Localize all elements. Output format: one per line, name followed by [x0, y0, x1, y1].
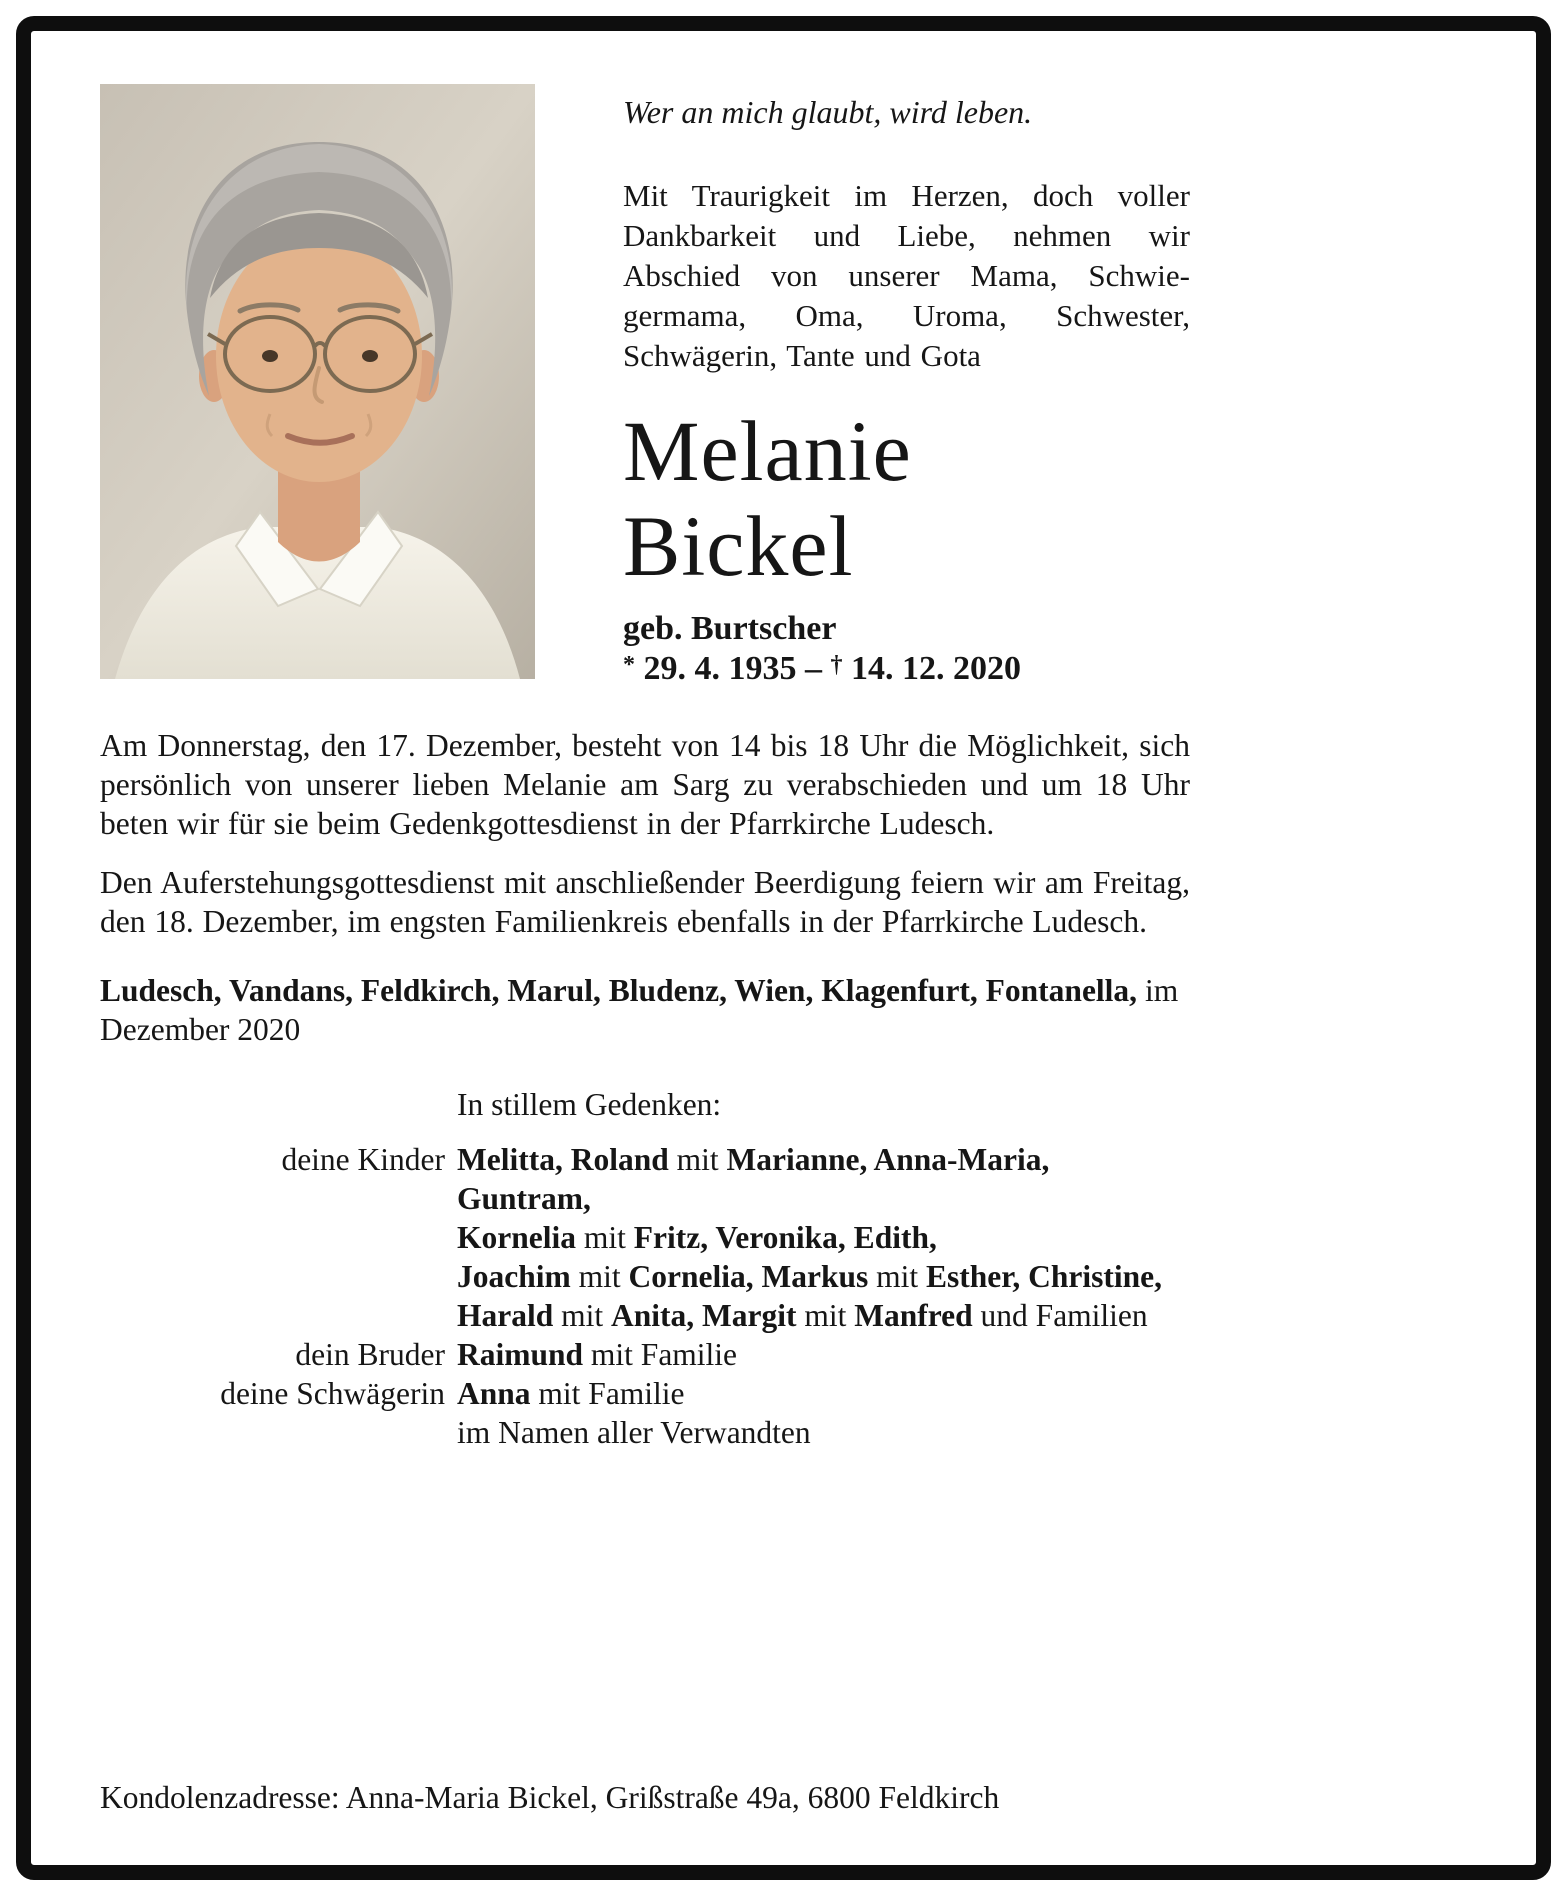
header-text-column — [623, 84, 1190, 688]
epigraph: Wer an mich glaubt, wird leben. — [623, 94, 1033, 130]
top-section — [100, 84, 1190, 688]
woman-portrait-illustration — [100, 84, 535, 679]
memoriam-label-brother: dein Bruder — [295, 1337, 445, 1372]
life-dates — [623, 650, 1190, 688]
memoriam-label-sister-in-law: deine Schwägerin — [220, 1376, 445, 1411]
dates-separator: – — [805, 650, 822, 687]
deceased-first-name: Melanie — [623, 403, 912, 499]
memoriam-label-children: deine Kinder — [281, 1142, 445, 1177]
funeral-paragraph: Den Auferstehungsgottesdienst mit anschließender Beerdigung feiern wir am Freitag, den 18. Dezember, im engsten Familienkreis ebenfalls in der Pfarrkirche Ludesch. — [100, 865, 1190, 939]
deceased-last-name: Bickel — [623, 498, 854, 594]
memoriam-line: Joachim mit Cornelia, Markus mit Esther, Christine, — [457, 1259, 1163, 1294]
memoriam-line: Anna mit Familie — [457, 1376, 685, 1411]
memoriam-brother-name — [457, 1335, 1190, 1374]
intro-paragraph: Mit Traurigkeit im Herzen, doch voller Dankbarkeit und Liebe, nehmen wir Abschied von unserer Mama, Schwiegermama, Oma, Uroma, Schwester, Schwägerin, Tante und Gota — [623, 178, 1190, 373]
memoriam-sister-in-law-name — [457, 1374, 1190, 1413]
farewell-paragraph: Am Donnerstag, den 17. Dezember, besteht von 14 bis 18 Uhr die Möglichkeit, sich persönlich von unserer lieben Melanie am Sarg zu verabschieden und um 18 Uhr beten wir für sie beim Gedenkgottesdienst in der Pfarrkirche Ludesch. — [100, 728, 1190, 841]
death-date: 14. 12. 2020 — [851, 650, 1021, 687]
memoriam-list — [100, 1140, 1190, 1452]
memoriam-label-empty — [100, 1413, 445, 1452]
deceased-name — [623, 404, 1190, 594]
condolence-address: Kondolenzadresse: Anna-Maria Bickel, Grißstraße 49a, 6800 Feldkirch — [100, 1780, 1000, 1815]
places-date-line: Ludesch, Vandans, Feldkirch, Marul, Bludenz, Wien, Klagenfurt, Fontanella, im Dezember 2020 — [100, 973, 1179, 1047]
memoriam-children-names — [457, 1140, 1190, 1335]
death-symbol: † — [830, 652, 843, 678]
memoriam-line: Raimund mit Familie — [457, 1337, 738, 1372]
obituary-content — [100, 84, 1190, 1844]
maiden-name: geb. Burtscher — [623, 610, 837, 647]
memoriam-line: im Namen aller Verwandten — [457, 1415, 811, 1450]
memoriam-section — [100, 1085, 1190, 1452]
memoriam-closing — [457, 1413, 1190, 1452]
memoriam-title: In stillem Gedenken: — [457, 1087, 722, 1122]
memoriam-line: Kornelia mit Fritz, Veronika, Edith, — [457, 1220, 937, 1255]
portrait-photo — [100, 84, 535, 679]
memoriam-line: Harald mit Anita, Margit mit Manfred und Familien — [457, 1298, 1148, 1333]
birth-date: 29. 4. 1935 — [643, 650, 797, 687]
memoriam-line: Melitta, Roland mit Marianne, Anna-Maria, Guntram, — [457, 1142, 1050, 1216]
birth-symbol: * — [623, 652, 635, 678]
